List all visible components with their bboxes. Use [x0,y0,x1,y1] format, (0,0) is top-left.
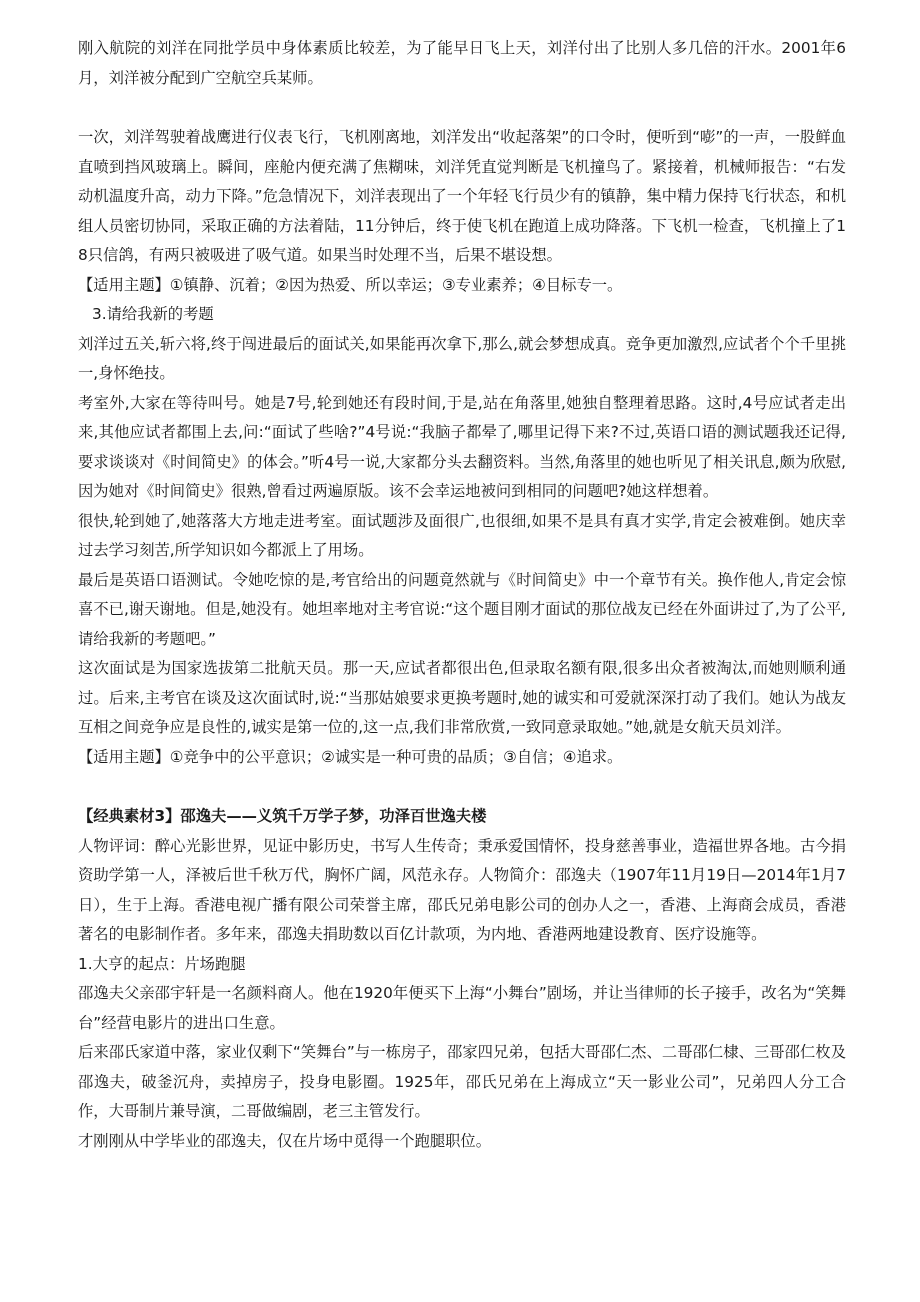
document-page [78,34,846,1156]
paragraph-english-test: 最后是英语口语测试。令她吃惊的是,考官给出的问题竟然就与《时间简史》中一个章节有关。换作他人,肯定会惊喜不已,谢天谢地。但是,她没有。她坦率地对主考官说:“这个题目刚才面试的那位战友已经在外面讲过了,为了公平,请给我新的考题吧。” [78,570,846,648]
paragraph-shaw-father: 邵逸夫父亲邵宇轩是一名颜料商人。他在1920年便买下上海“小舞台”剧场，并让当律师的长子接手，改名为“笑舞台”经营电影片的进出口生意。 [78,984,846,1032]
paragraph-shaw-brothers: 后来邵氏家道中落，家业仅剩下“笑舞台”与一栋房子，邵家四兄弟，包括大哥邵仁杰、二哥邵仁棣、三哥邵仁枚及邵逸夫，破釜沉舟，卖掉房子，投身电影圈。1925年，邵氏兄弟在上海成立“天一影业公司”，兄弟四人分工合作，大哥制片兼导演，二哥做编剧，老三主管发行。 [78,1043,846,1120]
paragraph-shaw-profile: 人物评词：醉心光影世界，见证中影历史，书写人生传奇；秉承爱国情怀，投身慈善事业，造福世界各地。古今捐资助学第一人，泽被后世千秋万代，胸怀广阔，风范永存。人物简介：邵逸夫（1907年11月19日—2014年1月7日），生于上海。香港电视广播有限公司荣誉主席，邵氏兄弟电影公司的创办人之一，香港、上海商会成员，香港著名的电影制作者。多年来，邵逸夫捐助数以百亿计款项，为内地、香港两地建设教育、医疗设施等。 [78,836,846,943]
paragraph-interview-intro: 刘洋过五关,斩六将,终于闯进最后的面试关,如果能再次拿下,那么,就会梦想成真。竞争更加激烈,应试者个个千里挑一,身怀绝技。 [78,334,846,382]
paragraph-theme-2: 【适用主题】①竞争中的公平意识；②诚实是一种可贵的品质；③自信；④追求。 [78,747,623,766]
paragraph-selection-result: 这次面试是为国家选拔第二批航天员。那一天,应试者都很出色,但录取名额有限,很多出众者被淘汰,而她则顺利通过。后来,主考官在谈及这次面试时,说:“当那姑娘要求更换考题时,她的诚实和可爱就深深打动了我们。她认为战友互相之间竞争应是良性的,诚实是第一位的,这一点,我们非常欣赏,一致同意录取她。”她,就是女航天员刘洋。 [78,659,846,736]
section-title-classic-material-3: 【经典素材3】邵逸夫——义筑千万学子梦，功泽百世逸夫楼 [78,807,487,825]
section-heading-new-question: 3.请给我新的考题 [92,305,214,323]
paragraph-waiting-room: 考室外,大家在等待叫号。她是7号,轮到她还有段时间,于是,站在角落里,她独自整理着思路。这时,4号应试者走出来,其他应试者都围上去,问:“面试了些啥?”4号说:“我脑子都晕了,哪里记得下来?不过,英语口语的测试题我还记得,要求谈谈对《时间简史》的体会。”听4号一说,大家都分头去翻资料。当然,角落里的她也听见了相关讯息,颇为欣慰,因为她对《时间简史》很熟,曾看过两遍原版。该不会幸运地被问到相同的问题吧?她这样想着。 [78,393,846,500]
paragraph-liuyang-training: 刚入航院的刘洋在同批学员中身体素质比较差，为了能早日飞上天，刘洋付出了比别人多几倍的汗水。2001年6月，刘洋被分配到广空航空兵某师。 [78,39,846,87]
paragraph-her-turn: 很快,轮到她了,她落落大方地走进考室。面试题涉及面很广,也很细,如果不是具有真才实学,肯定会被难倒。她庆幸过去学习刻苦,所学知识如今都派上了用场。 [78,511,846,559]
spacer [78,93,846,123]
section-heading-tycoon-start: 1.大亨的起点：片场跑腿 [78,954,246,973]
paragraph-shaw-errand: 才刚刚从中学毕业的邵逸夫，仅在片场中觅得一个跑腿职位。 [78,1131,492,1150]
spacer [78,772,846,802]
paragraph-bird-strike: 一次，刘洋驾驶着战鹰进行仪表飞行，飞机刚离地，刘洋发出“收起落架”的口令时，便听到“嘭”的一声，一股鲜血直喷到挡风玻璃上。瞬间，座舱内便充满了焦糊味，刘洋凭直觉判断是飞机撞鸟了。紧接着，机械师报告：“右发动机温度升高，动力下降。”危急情况下，刘洋表现出了一个年轻飞行员少有的镇静，集中精力保持飞行状态，和机组人员密切协同，采取正确的方法着陆，11分钟后，终于使飞机在跑道上成功降落。下飞机一检查，飞机撞上了18只信鸽，有两只被吸进了吸气道。如果当时处理不当，后果不堪设想。 [78,128,846,264]
paragraph-theme-1: 【适用主题】①镇静、沉着；②因为热爱、所以幸运；③专业素养；④目标专一。 [78,275,623,294]
